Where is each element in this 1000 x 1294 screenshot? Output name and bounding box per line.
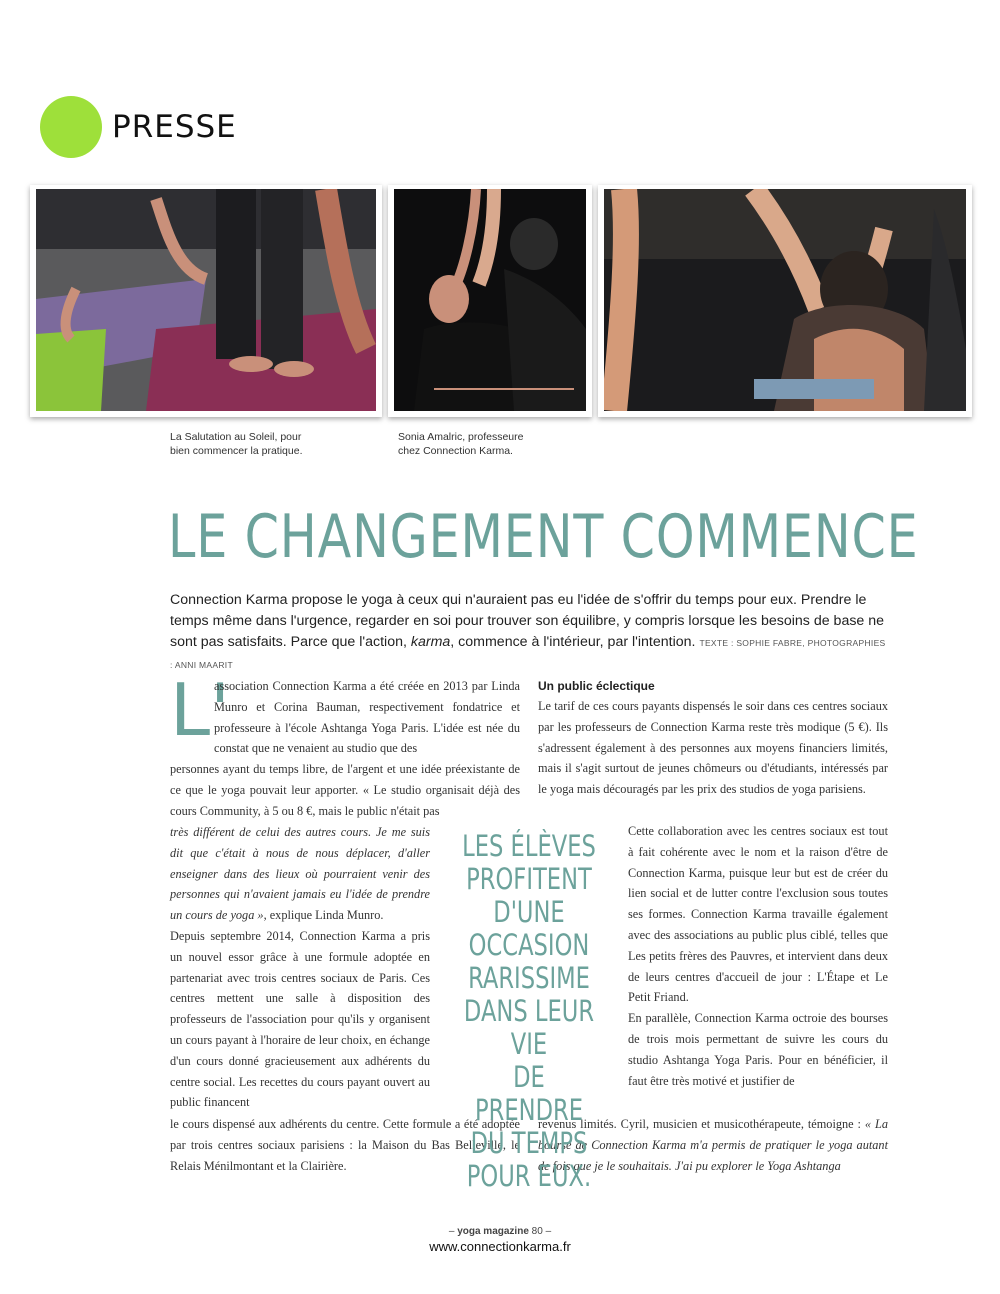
paragraph-text: personnes ayant du temps libre, de l'argent et une idée préexistante de ce que le yoga pouvait leur apporter. « Le studio organisait déjà des cours Community, à 5 ou 8 €, mais le public n'était pas [170, 762, 520, 818]
pull-quote-line: DE PRENDRE [474, 1060, 584, 1127]
section-header [40, 96, 237, 158]
subheading: Un public éclectique [538, 679, 655, 693]
intro-karma: karma [410, 634, 451, 650]
class-photo [598, 185, 972, 417]
photo-caption-sonia [398, 430, 568, 458]
salutation-photo-image [36, 189, 376, 411]
caption-line: chez Connection Karma. [398, 445, 513, 457]
paragraph-text: revenus limités. Cyril, musicien et musicothérapeute, témoigne : [538, 1117, 865, 1131]
drop-cap: L' [170, 668, 230, 752]
paragraph: le cours dispensé aux adhérents du centre. Cette formule a été adoptée par trois centres sociaux parisiens : la Maison du Bas Belleville, le Relais Ménilmontant et la Clairière. [170, 1117, 520, 1173]
green-circle-icon [40, 96, 102, 158]
pull-quote-line: D'UNE OCCASION [468, 895, 590, 962]
pull-quote-line: PROFITENT [466, 862, 592, 896]
paragraph: association Connection Karma a été créée en 2013 par Linda Munro et Corina Bauman, respectivement fondatrice et professeure à l'école Ashtanga Yoga Paris. L'idée est née du constat que ne venaient au studio que des [214, 679, 520, 756]
paragraph: Depuis septembre 2014, Connection Karma a pris un nouvel essor grâce à une formule adoptée en partenariat avec trois centres sociaux de Paris. Ces centres mettent une salle à disposition des professeurs de l'association pour qu'ils y organisent un cours payant à l'horaire de leur choix, en échange d'un cours donné gracieusement aux adhérents du centre social. Les recettes du cours payant ouvert au public financent [170, 928, 430, 1110]
class-photo-image [604, 189, 966, 411]
paragraph: Le tarif de ces cours payants dispensés le soir dans ces centres sociaux par les professeurs de Connection Karma reste très modique (5 €). Ils s'adressent également à des personnes aux moyens financiers limités, mais il s'agit surtout de jeunes chômeurs ou d'étudiants, intéressés par le yoga mais découragés par les prix des studios de yoga parisiens. [538, 699, 888, 797]
caption-line: La Salutation au Soleil, pour [170, 431, 302, 443]
pull-quote-line: DANS LEUR VIE [463, 994, 595, 1061]
magazine-folio [0, 1226, 1000, 1237]
page-number: 80 – [528, 1226, 552, 1237]
article-title: LE CHANGEMENT COMMENCE [168, 502, 919, 572]
left-column-top [170, 668, 520, 822]
salutation-photo [30, 185, 382, 417]
pull-quote-line: LES ÉLÈVES [462, 829, 596, 863]
right-column-narrow [628, 821, 888, 1091]
article-intro [170, 590, 890, 676]
folio-prefix: – [448, 1226, 458, 1237]
page-footer [0, 1226, 1000, 1254]
section-title: PRESSE [112, 109, 237, 145]
left-column-narrow [170, 822, 430, 1113]
caption-line: bien commencer la pratique. [170, 445, 303, 457]
intro-text: Connection Karma propose le yoga à ceux qui n'auraient pas eu l'idée de s'offrir du temps pour eux. Prendre le temps même dans l'urgence, regarder en soi pour trouver son équilibre, y compris lorsque les besoins de base ne sont pas satisfaits. Parce que l'action, [170, 592, 885, 650]
pull-quote [458, 830, 600, 1193]
article-credit: TEXTE : SOPHIE FABRE, PHOTOGRAPHIES : ANNI MAARIT [170, 638, 886, 670]
right-column-top [538, 676, 888, 800]
sonia-photo-image [394, 189, 586, 411]
pull-quote-line: POUR EUX. [466, 1159, 592, 1193]
pull-quote-line: RARISSIME [468, 961, 590, 995]
sonia-photo [388, 185, 592, 417]
paragraph-continued [170, 759, 520, 821]
quote-attribution: , explique Linda Munro. [263, 908, 384, 923]
quote-paragraph [170, 822, 430, 926]
website-link[interactable]: www.connectionkarma.fr [429, 1239, 571, 1254]
paragraph: Cette collaboration avec les centres sociaux est tout à fait cohérente avec le nom et la raison d'être de Connection Karma, puisque leur but est de créer du lien social et de lutter contre l'exclusion sous toutes ses formes. Connection Karma travaille également avec des associations au public plus ciblé, telles que Les petits frères des Pauvres, et intervient dans deux de leurs centres d'accueil de jour : L'Étape et Le Petit Friand. [628, 824, 888, 1005]
caption-line: Sonia Amalric, professeure [398, 431, 524, 443]
pull-quote-line: DU TEMPS [470, 1126, 588, 1160]
magazine-name: yoga magazine [457, 1226, 529, 1237]
cyril-quote: « La bourse de Connection Karma m'a permis de pratiquer le yoga autant de fois que je le souhaitais. J'ai pu explorer le Yoga Ashtanga [538, 1117, 888, 1173]
intro-text-end: , commence à l'intérieur, par l'intention. [450, 634, 696, 650]
paragraph: En parallèle, Connection Karma octroie des bourses de trois mois permettant de suivre les cours du studio Ashtanga Yoga Paris. Pour en bénéficier, il faut être très motivé et justifier de [628, 1011, 888, 1088]
photo-caption-salutation [170, 430, 340, 458]
linda-quote: très différent de celui des autres cours. Je me suis dit que c'était à nous de nous déplacer, d'aller enseigner dans des lieux où pourraient venir des personnes qui n'avaient jamais eu l'idée de prendre un cours de yoga » [170, 825, 430, 923]
